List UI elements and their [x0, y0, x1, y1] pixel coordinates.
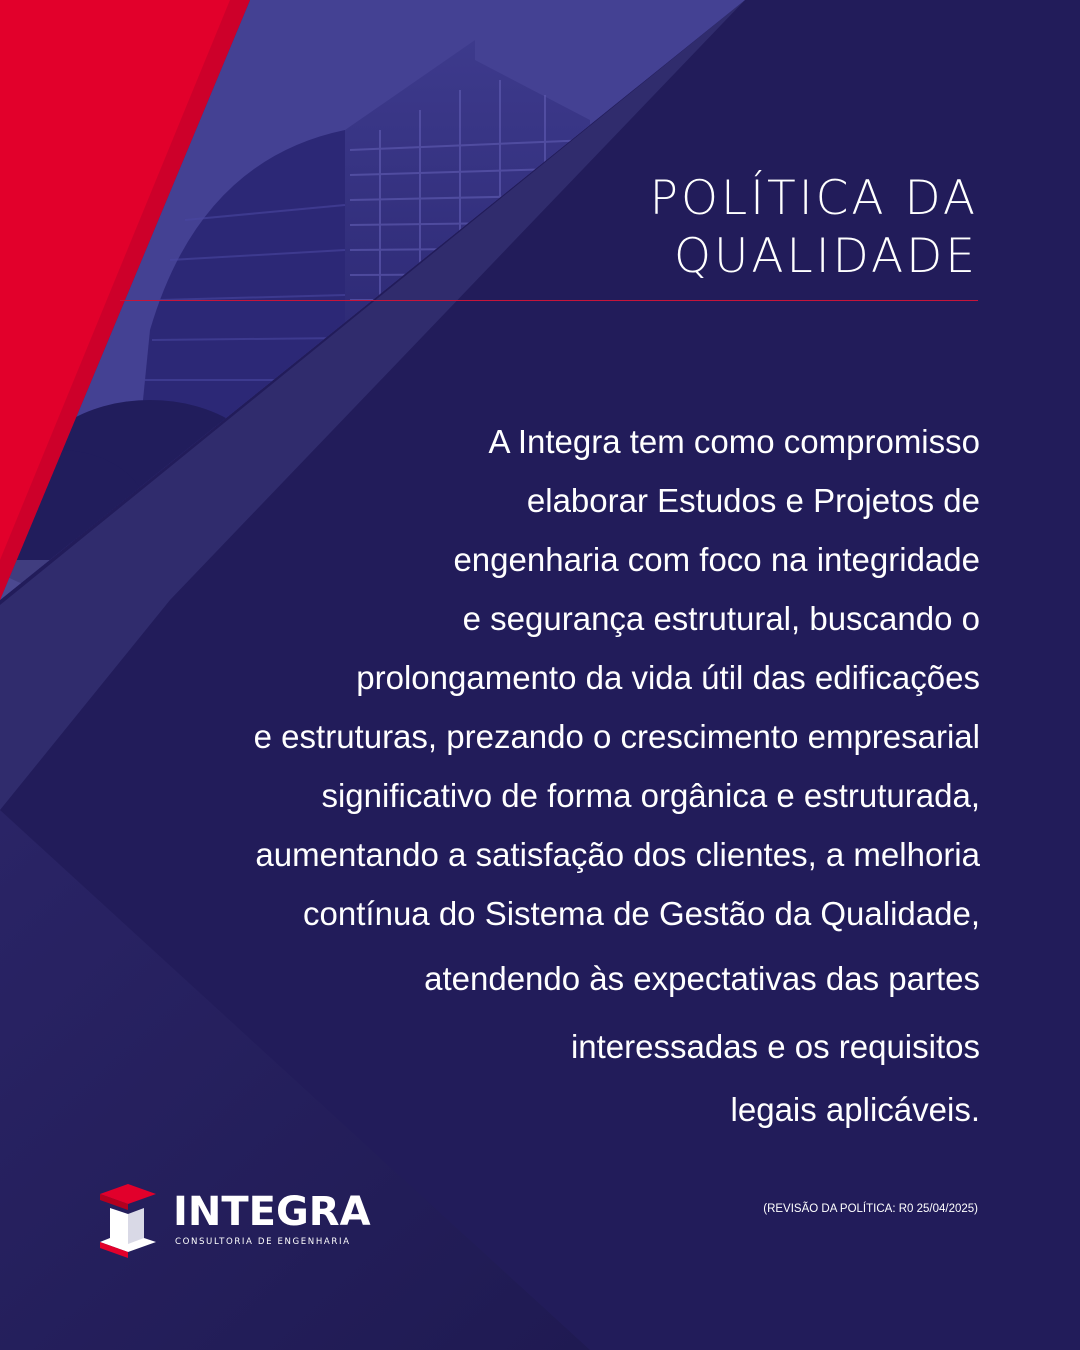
title-line-2: QUALIDADE	[674, 229, 978, 284]
policy-line: interessadas e os requisitos	[570, 1028, 980, 1065]
policy-line: aumentando a satisfação dos clientes, a melhoria	[255, 836, 980, 873]
logo-tagline: CONSULTORIA DE ENGENHARIA	[175, 1237, 351, 1247]
policy-statement	[100, 412, 980, 1139]
page-title	[650, 170, 978, 286]
policy-line: A Integra tem como compromisso	[488, 423, 980, 460]
policy-line: legais aplicáveis.	[730, 1091, 980, 1128]
logo-wordmark: INTEGRA	[173, 1189, 371, 1235]
policy-line: contínua do Sistema de Gestão da Qualidade,	[303, 895, 980, 932]
policy-line: engenharia com foco na integridade	[453, 541, 980, 578]
revision-note: (REVISÃO DA POLÍTICA: R0 25/04/2025)	[763, 1203, 978, 1215]
policy-line: elaborar Estudos e Projetos de	[526, 482, 980, 519]
policy-line: e segurança estrutural, buscando o	[462, 600, 980, 637]
title-line-1: POLÍTICA DA	[649, 171, 978, 226]
policy-line: e estruturas, prezando o crescimento empresarial	[253, 718, 980, 755]
policy-line: significativo de forma orgânica e estruturada,	[321, 777, 980, 814]
policy-line: prolongamento da vida útil das edificações	[356, 659, 980, 696]
policy-line: atendendo às expectativas das partes	[424, 960, 980, 997]
integra-logo	[98, 1180, 398, 1260]
integra-i-logo-icon	[98, 1180, 160, 1258]
title-divider	[120, 300, 978, 301]
